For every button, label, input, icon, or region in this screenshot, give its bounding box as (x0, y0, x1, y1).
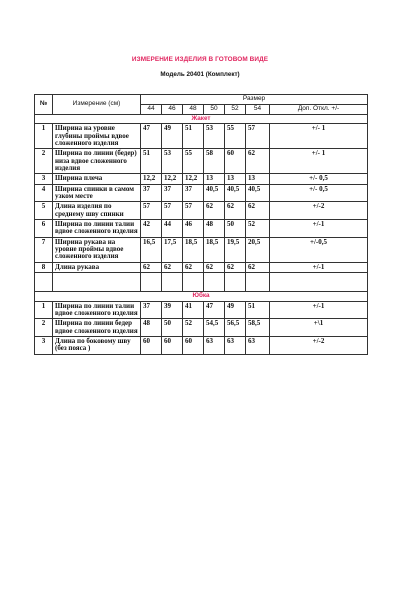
size-value: 58,5 (246, 319, 270, 337)
row-number: 2 (35, 319, 53, 337)
size-value: 49 (225, 301, 246, 319)
empty-cell (225, 273, 246, 292)
empty-cell (35, 273, 53, 292)
tolerance-value: +/-2 (270, 337, 368, 355)
size-value: 37 (141, 301, 162, 319)
size-value: 49 (162, 124, 183, 149)
row-number: 3 (35, 174, 53, 184)
table-row (35, 262, 368, 272)
model-subtitle: Модель 20401 (Комплект) (160, 71, 240, 78)
size-value: 12,2 (183, 174, 204, 184)
size-value: 62 (225, 262, 246, 272)
size-value: 18,5 (204, 237, 225, 262)
size-value: 62 (204, 262, 225, 272)
size-value: 40,5 (204, 184, 225, 202)
table-row (35, 220, 368, 238)
header-measurement: Измерение (см) (53, 95, 141, 115)
measurement-name: Длина изделия по среднему шву спинки (53, 202, 141, 220)
size-value: 51 (141, 149, 162, 174)
empty-cell (246, 273, 270, 292)
size-value: 50 (162, 319, 183, 337)
size-value: 41 (183, 301, 204, 319)
size-value: 46 (183, 220, 204, 238)
row-number: 4 (35, 184, 53, 202)
empty-cell (141, 273, 162, 292)
size-value: 37 (141, 184, 162, 202)
row-number: 1 (35, 301, 53, 319)
size-value: 54,5 (204, 319, 225, 337)
size-value: 60 (162, 337, 183, 355)
size-col: 50 (204, 104, 225, 114)
size-col: 52 (225, 104, 246, 114)
size-value: 37 (162, 184, 183, 202)
size-value: 53 (204, 124, 225, 149)
tolerance-value: +/-1 (270, 220, 368, 238)
table-row (35, 301, 368, 319)
empty-row (35, 273, 368, 292)
size-value: 63 (225, 337, 246, 355)
size-value: 51 (183, 124, 204, 149)
table-row (35, 337, 368, 355)
size-value: 47 (204, 301, 225, 319)
size-value: 60 (141, 337, 162, 355)
size-value: 17,5 (162, 237, 183, 262)
size-value: 55 (183, 149, 204, 174)
measurement-name: Ширина спинки в самом узком месте (53, 184, 141, 202)
size-value: 62 (204, 202, 225, 220)
table-row (35, 184, 368, 202)
row-number: 2 (35, 149, 53, 174)
tolerance-col: Доп. Откл. +/- (270, 104, 368, 114)
measurement-name: Ширина по линии талии вдвое сложенного изделия (53, 301, 141, 319)
size-value: 44 (162, 220, 183, 238)
size-value: 58 (204, 149, 225, 174)
row-number: 8 (35, 262, 53, 272)
size-value: 12,2 (141, 174, 162, 184)
size-value: 20,5 (246, 237, 270, 262)
size-col: 54 (246, 104, 270, 114)
measurement-name: Ширина по линии (бедер) низа вдвое сложенного изделия (53, 149, 141, 174)
row-number: 7 (35, 237, 53, 262)
measurement-name: Ширина по линии бедер вдвое сложенного изделия (53, 319, 141, 337)
measurement-name: Ширина плеча (53, 174, 141, 184)
size-value: 62 (246, 202, 270, 220)
header-size: Размер (141, 95, 368, 105)
size-col: 46 (162, 104, 183, 114)
measurement-name: Ширина по линии талии вдвое сложенного изделия (53, 220, 141, 238)
size-value: 16,5 (141, 237, 162, 262)
size-value: 60 (183, 337, 204, 355)
size-value: 19,5 (225, 237, 246, 262)
table-row (35, 149, 368, 174)
size-value: 52 (246, 220, 270, 238)
tolerance-value: +/-1 (270, 301, 368, 319)
tolerance-value: +\1 (270, 319, 368, 337)
section-title: Юбка (35, 292, 368, 302)
size-value: 55 (225, 124, 246, 149)
size-value: 40,5 (246, 184, 270, 202)
size-value: 13 (204, 174, 225, 184)
document-title: ИЗМЕРЕНИЕ ИЗДЕЛИЯ В ГОТОВОМ ВИДЕ (131, 56, 269, 63)
row-number: 3 (35, 337, 53, 355)
size-value: 13 (225, 174, 246, 184)
size-value: 62 (141, 262, 162, 272)
size-value: 63 (246, 337, 270, 355)
measurement-name: Длина рукава (53, 262, 141, 272)
size-value: 47 (141, 124, 162, 149)
size-value: 18,5 (183, 237, 204, 262)
section-row (35, 114, 368, 124)
empty-cell (53, 273, 141, 292)
table-row (35, 124, 368, 149)
tolerance-value: +/- 1 (270, 124, 368, 149)
row-number: 6 (35, 220, 53, 238)
tolerance-value: +/- 0,5 (270, 184, 368, 202)
size-col: 44 (141, 104, 162, 114)
size-value: 42 (141, 220, 162, 238)
row-number: 1 (35, 124, 53, 149)
size-col: 48 (183, 104, 204, 114)
section-row (35, 292, 368, 302)
size-value: 60 (225, 149, 246, 174)
size-value: 57 (141, 202, 162, 220)
tolerance-value: +/-0,5 (270, 237, 368, 262)
tolerance-value: +/- 1 (270, 149, 368, 174)
empty-cell (204, 273, 225, 292)
empty-cell (270, 273, 368, 292)
measurement-table (34, 94, 368, 355)
size-value: 57 (183, 202, 204, 220)
table-row (35, 319, 368, 337)
size-value: 57 (246, 124, 270, 149)
size-value: 63 (204, 337, 225, 355)
size-value: 12,2 (162, 174, 183, 184)
table-header-row (35, 95, 368, 105)
size-value: 52 (183, 319, 204, 337)
empty-cell (183, 273, 204, 292)
size-value: 62 (162, 262, 183, 272)
tolerance-value: +/- 0,5 (270, 174, 368, 184)
size-value: 48 (141, 319, 162, 337)
tolerance-value: +/-2 (270, 202, 368, 220)
size-value: 62 (246, 262, 270, 272)
tolerance-value: +/-1 (270, 262, 368, 272)
measurement-name: Ширина рукава на уровне проймы вдвое сложенного изделия (53, 237, 141, 262)
size-value: 56,5 (225, 319, 246, 337)
size-value: 62 (225, 202, 246, 220)
table-row (35, 174, 368, 184)
section-title: Жакет (35, 114, 368, 124)
size-value: 62 (183, 262, 204, 272)
size-value: 53 (162, 149, 183, 174)
size-value: 48 (204, 220, 225, 238)
size-value: 39 (162, 301, 183, 319)
size-value: 37 (183, 184, 204, 202)
row-number: 5 (35, 202, 53, 220)
measurement-name: Длина по боковому шву (без пояса ) (53, 337, 141, 355)
size-value: 50 (225, 220, 246, 238)
size-value: 57 (162, 202, 183, 220)
measurement-name: Ширина на уровне глубины проймы вдвое сложенного изделия (53, 124, 141, 149)
size-value: 13 (246, 174, 270, 184)
size-value: 51 (246, 301, 270, 319)
size-value: 40,5 (225, 184, 246, 202)
empty-cell (162, 273, 183, 292)
table-row (35, 237, 368, 262)
size-value: 62 (246, 149, 270, 174)
header-num: № (35, 95, 53, 115)
table-row (35, 202, 368, 220)
